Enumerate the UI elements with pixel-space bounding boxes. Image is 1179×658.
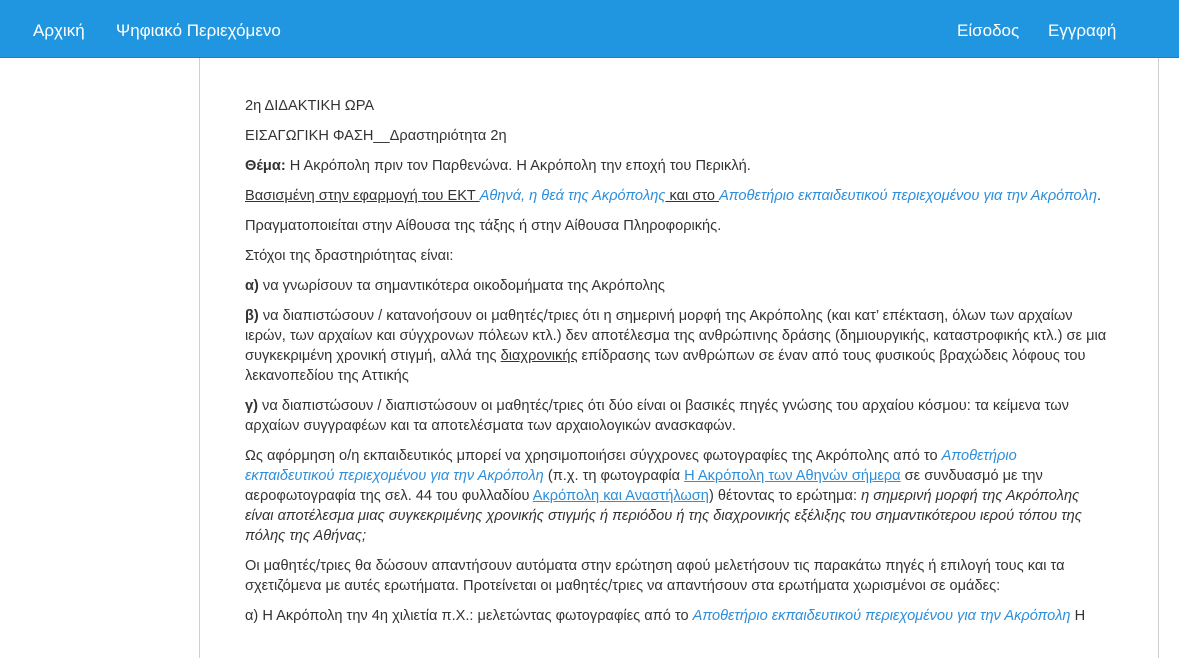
nav-home-link[interactable]: Αρχική <box>33 21 85 40</box>
trigger-text-4: ) θέτοντας το ερώτημα: <box>708 488 862 504</box>
based-on-text: Βασισμένη στην εφαρμογή του ΕΚΤ <box>245 188 480 204</box>
repository-link[interactable]: Αποθετήριο εκπαιδευτικού περιεχομένου για την Ακρόπολη <box>719 188 1097 204</box>
trigger-paragraph <box>245 446 1110 546</box>
goal-a <box>245 276 1110 296</box>
lesson-hour-heading: 2η ΔΙΔΑΚΤΙΚΗ ΩΡΑ <box>245 98 375 114</box>
trigger-text-2: (π.χ. τη φωτογραφία <box>543 468 685 484</box>
phase-heading: ΕΙΣΑΓΩΓΙΚΗ ΦΑΣΗ__Δραστηριότητα 2η <box>245 128 507 144</box>
goal-c-label: γ) <box>245 398 258 414</box>
repository-link-3[interactable]: Αποθετήριο εκπαιδευτικού περιεχομένου για την Ακρόπολη <box>692 608 1071 624</box>
source-a-text-end: Η <box>1070 608 1086 624</box>
nav-register-link[interactable]: Εγγραφή <box>1048 21 1117 40</box>
goal-b-text: να διαπιστώσουν / κατανοήσουν οι μαθητές/τριες ότι η σημερινή μορφή της Ακρόπολης (και κατ’ επέκταση, όλων των αρχαίων ιερών, των αρχαίων και σύγχρονων πόλεων κτλ.) δεν αποτέλεσμα της ανθρώπινης δράσης (δημιουργικής, καταστροφικής κτλ.) σε μια συγκεκριμένη χρονική στιγμή, αλλά της <box>245 308 1107 364</box>
answers-paragraph: Οι μαθητές/τριες θα δώσουν απαντήσουν αυτόματα στην ερώτηση αφού μελετήσουν τις παρακάτω πηγές ή επιλογή τους και τα σχετιζόμενα με αυτές ερωτήματα. Προτείνεται οι μαθητές/τριες να απαντήσουν στα ερωτήματα χωρισμένοι σε ομάδες: <box>245 558 1065 594</box>
goal-b-underlined-word: διαχρονικής <box>500 348 578 364</box>
nav-login-link[interactable]: Είσοδος <box>957 21 1020 40</box>
based-on-paragraph <box>245 186 1110 206</box>
trigger-question: η σημερινή μορφή της Ακρόπολης είναι αποτέλεσμα μιας συγκεκριμένης χρονικής στιγμής ή περιόδου ή της διαχρονικής εξέλιξης του σημαντικότερου ιερού τόπου της πόλης της Αθήνας; <box>245 488 1082 544</box>
goal-b-text-end: επίδρασης των ανθρώπων σε έναν από τους φυσικούς βραχώδεις λόφους του λεκανοπεδίου της Αττικής <box>245 348 1086 384</box>
goal-b <box>245 306 1110 386</box>
theme-text: Η Ακρόπολη πριν τον Παρθενώνα. Η Ακρόπολη την εποχή του Περικλή. <box>285 158 751 174</box>
goal-c-text: να διαπιστώσουν / διαπιστώσουν οι μαθητές/τριες ότι δύο είναι οι βασικές πηγές γνώσης του αρχαίου κόσμου: τα κείμενα των αρχαίων συγγραφέων και τα αποτελέσματα των αρχαιολογικών ανασκαφών. <box>245 398 1069 434</box>
athena-app-link[interactable]: Αθηνά, η θεά της Ακρόπολης <box>479 188 666 204</box>
acropolis-today-link[interactable]: Η Ακρόπολη των Αθηνών σήμερα <box>684 468 901 484</box>
goals-intro: Στόχοι της δραστηριότητας είναι: <box>245 248 454 264</box>
nav-digital-content-link[interactable]: Ψηφιακό Περιεχόμενο <box>116 21 281 40</box>
acropolis-restoration-link[interactable]: Ακρόπολη και Αναστήλωση <box>532 488 709 504</box>
goal-b-label: β) <box>245 308 259 324</box>
goal-a-text: να γνωρίσουν τα σημαντικότερα οικοδομήματα της Ακρόπολης <box>258 278 665 294</box>
repository-link-2[interactable]: Αποθετήριο εκπαιδευτικού περιεχομένου για την Ακρόπολη <box>245 448 1017 484</box>
trigger-text-3: σε συνδυασμό με την αεροφωτογραφία της σελ. 44 του φυλλαδίου <box>245 468 1043 504</box>
based-on-and-text: και στο <box>665 188 720 204</box>
top-navbar <box>0 0 1179 58</box>
goal-a-label: α) <box>245 278 259 294</box>
source-a-text: α) Η Ακρόπολη την 4η χιλιετία π.Χ.: μελετώντας φωτογραφίες από το <box>245 608 693 624</box>
location-paragraph: Πραγματοποιείται στην Αίθουσα της τάξης ή στην Αίθουσα Πληροφορικής. <box>245 218 722 234</box>
based-on-period: . <box>1096 188 1102 204</box>
article-content <box>245 96 1110 636</box>
goal-c <box>245 396 1110 436</box>
source-a-paragraph <box>245 606 1110 626</box>
theme-label: Θέμα: <box>245 158 286 174</box>
trigger-text-1: Ως αφόρμηση ο/η εκπαιδευτικός μπορεί να χρησιμοποιήσει σύγχρονες φωτογραφίες της Ακρόπολης από το <box>245 448 942 464</box>
theme-paragraph <box>245 156 1110 176</box>
